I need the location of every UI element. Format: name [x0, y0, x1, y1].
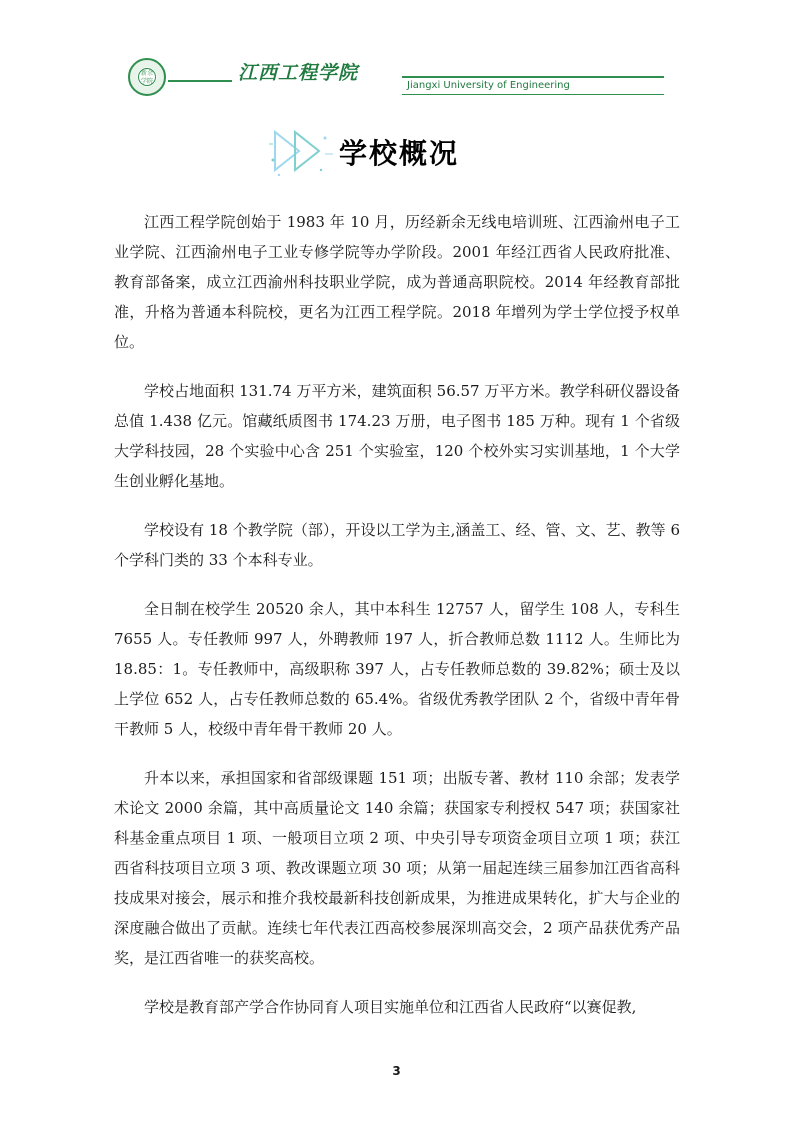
- paragraph-history: 江西工程学院创始于 1983 年 10 月，历经新余无线电培训班、江西渝州电子工业学院、江西渝州电子工业专修学院等办学阶段。2001 年经江西省人民政府批准、教育部备案，成立江西渝州科技职业学院，成为普通高职院校。2014 年经教育部批准，升格为普通本科院校，更名为江西工程学院。2018 年增列为学士学位授予权单位。: [114, 213, 680, 351]
- paragraph-departments: 学校设有 18 个教学院（部），开设以工学为主,涵盖工、经、管、文、艺、教等 6 个学科门类的 33 个本科专业。: [114, 521, 680, 569]
- body-text: [114, 207, 680, 1041]
- section-title: [265, 120, 525, 180]
- page-header: [0, 0, 793, 110]
- school-name-calligraphy: 江西工程学院: [238, 62, 359, 84]
- paragraph-campus: 学校占地面积 131.74 万平方米，建筑面积 56.57 万平方米。教学科研仪器设备总值 1.438 亿元。馆藏纸质图书 174.23 万册，电子图书 185 万种。现有 1 个省级大学科技园，28 个实验中心含 251 个实验室，120 个校外实习实训基地，1 个大学生创业孵化基地。: [114, 382, 680, 490]
- school-logo: [128, 58, 166, 96]
- school-logo-text: 新余 学院: [138, 68, 156, 86]
- header-rule-top: [402, 76, 664, 78]
- page-number: 3: [392, 1064, 401, 1078]
- paragraph-students-faculty: 全日制在校学生 20520 余人，其中本科生 12757 人，留学生 108 人，专科生 7655 人。专任教师 997 人，外聘教师 197 人，折合教师总数 1112 人。生师比为 18.85：1。专任教师中，高级职称 397 人，占专任教师总数的 39.82%；硕士及以上学位 652 人，占专任教师总数的 65.4%。省级优秀教学团队 2 个，省级中青年骨干教师 5 人，校级中青年骨干教师 20 人。: [114, 600, 680, 738]
- double-chevron-icon: [265, 120, 337, 180]
- header-rule-bottom: [402, 94, 664, 95]
- page-title: 学校概况: [339, 137, 460, 170]
- school-name-english: Jiangxi University of Engineering: [407, 80, 570, 91]
- paragraph-research: 升本以来，承担国家和省部级课题 151 项；出版专著、教材 110 余部；发表学术论文 2000 余篇，其中高质量论文 140 余篇；获国家专利授权 547 项；获国家社科基金重点项目 1 项、一般项目立项 2 项、中央引导专项资金项目立项 1 项；获江西省科技项目立项 3 项、教改课题立项 30 项；从第一届起连续三届参加江西省高科技成果对接会，展示和推介我校最新科技创新成果，为推进成果转化，扩大与企业的深度融合做出了贡献。连续七年代表江西高校参展深圳高交会，2 项产品获优秀产品奖，是江西省唯一的获奖高校。: [114, 769, 680, 967]
- header-rule-left: [168, 80, 232, 82]
- paragraph-cooperation: 学校是教育部产学合作协同育人项目实施单位和江西省人民政府“以赛促教,: [144, 998, 637, 1016]
